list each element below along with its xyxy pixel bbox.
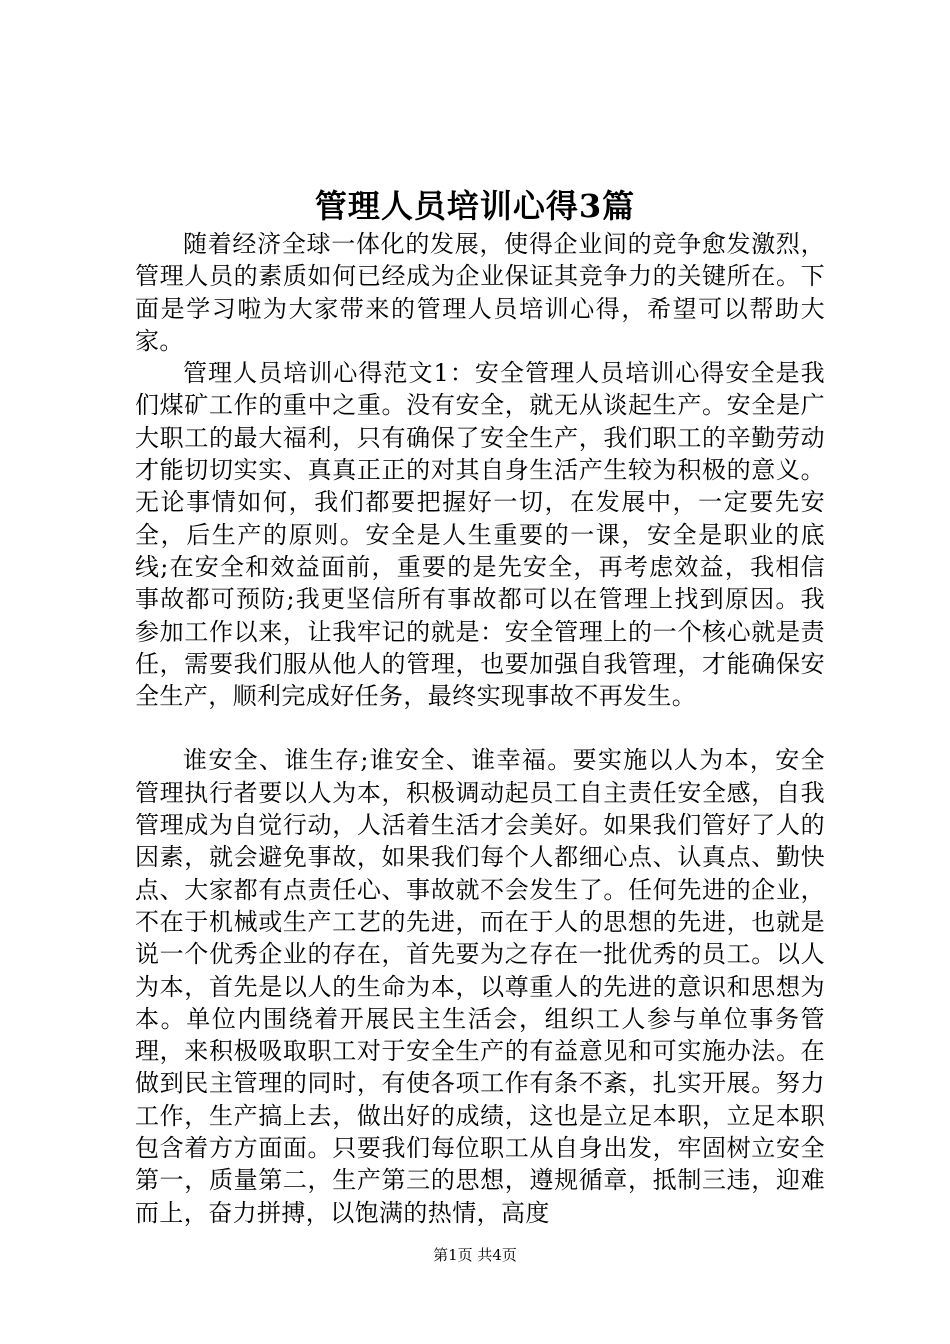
page-footer: 第1页 共4页 — [433, 1246, 517, 1264]
paragraph-spacer — [135, 712, 825, 744]
document-title: 管理人员培训心得3篇 — [314, 187, 636, 225]
document-body — [135, 228, 825, 1229]
body-paragraph-2: 谁安全、谁生存;谁安全、谁幸福。要实施以人为本，安全管理执行者要以人为本，积极调动起员工自主责任安全感，自我管理成为自觉行动，人活着生活才会美好。如果我们管好了人的因素，就会避免事故，如果我们每个人都细心点、认真点、勤快点、大家都有点责任心、事故就不会发生了。任何先进的企业，不在于机械或生产工艺的先进，而在于人的思想的先进，也就是说一个优秀企业的存在，首先要为之存在一批优秀的员工。以人为本，首先是以人的生命为本，以尊重人的先进的意识和思想为本。单位内围绕着开展民主生活会，组织工人参与单位事务管理，来积极吸取职工对于安全生产的有益意见和可实施办法。在做到民主管理的同时，有使各项工作有条不紊，扎实开展。努力工作，生产搞上去，做出好的成绩，这也是立足本职，立足本职包含着方方面面。只要我们每位职工从自身出发，牢固树立安全第一，质量第二，生产第三的思想，遵规循章，抵制三违，迎难而上，奋力拼搏，以饱满的热情，高度 — [135, 746, 825, 1227]
body-paragraph-1: 管理人员培训心得范文1：安全管理人员培训心得安全是我们煤矿工作的重中之重。没有安全，就无从谈起生产。安全是广大职工的最大福利，只有确保了安全生产，我们职工的辛勤劳动才能切切实实、真真正正的对其自身生活产生较为积极的意义。无论事情如何，我们都要把握好一切，在发展中，一定要先安全，后生产的原则。安全是人生重要的一课，安全是职业的底线;在安全和效益面前，重要的是先安全，再考虑效益，我相信事故都可预防;我更坚信所有事故都可以在管理上找到原因。我参加工作以来，让我牢记的就是：安全管理上的一个核心就是责任，需要我们服从他人的管理，也要加强自我管理，才能确保安全生产，顺利完成好任务，最终实现事故不再发生。 — [135, 359, 825, 711]
intro-paragraph: 随着经济全球一体化的发展，使得企业间的竞争愈发激烈，管理人员的素质如何已经成为企业保证其竞争力的关键所在。下面是学习啦为大家带来的管理人员培训心得，希望可以帮助大家。 — [135, 230, 825, 355]
